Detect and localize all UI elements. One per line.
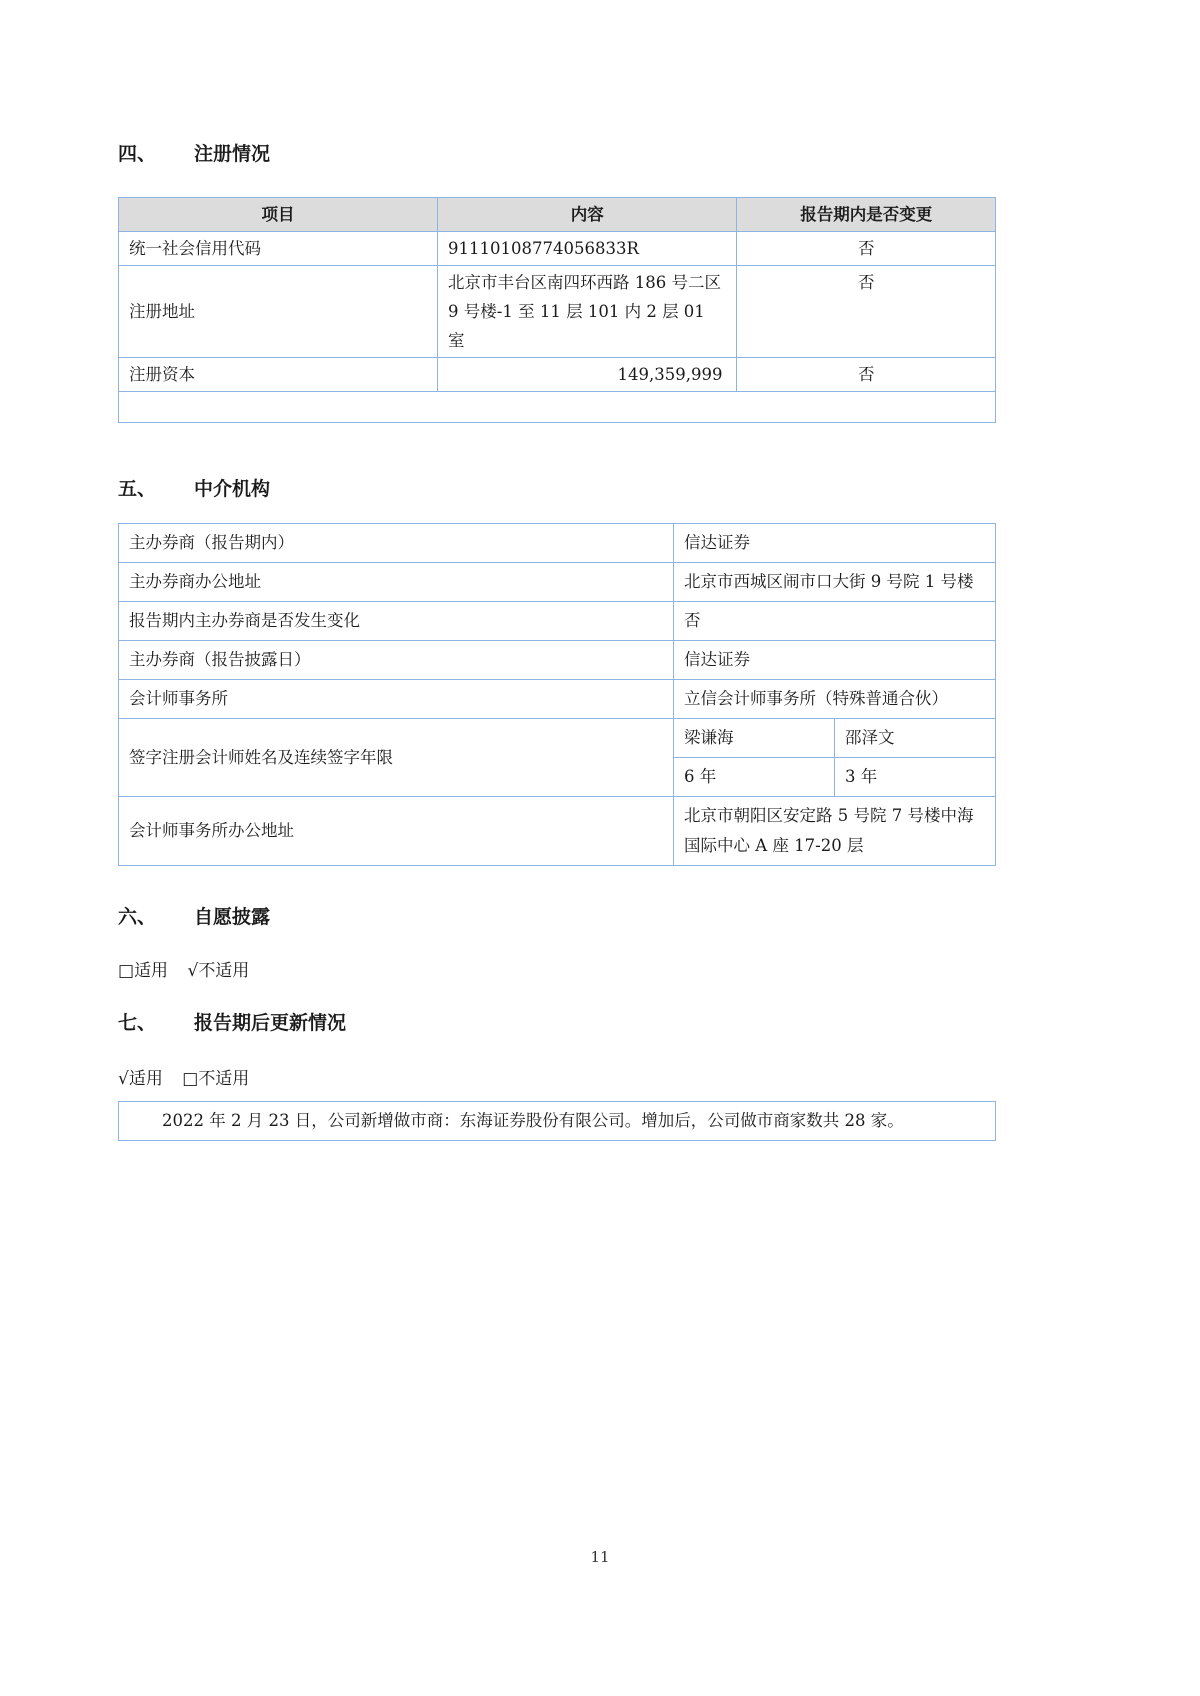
table-row: [119, 232, 996, 266]
sponsor-broker-label: 主办券商（报告期内）: [119, 524, 674, 563]
checkbox-unchecked-icon: □: [118, 961, 135, 981]
table-row: [119, 602, 996, 641]
empty-row-cell: [119, 392, 996, 423]
section-6-title: 自愿披露: [194, 906, 271, 928]
not-applicable-option: [187, 961, 249, 981]
credit-code-value: 91110108774056833R: [438, 232, 737, 266]
section-7-title: 报告期后更新情况: [194, 1012, 347, 1034]
accountant-years-1: 6 年: [673, 758, 834, 797]
accounting-firm-value: 立信会计师事务所（特殊普通合伙）: [673, 680, 995, 719]
broker-change-label: 报告期内主办券商是否发生变化: [119, 602, 674, 641]
section-7-number: 七、: [118, 1012, 157, 1034]
broker-address-label: 主办券商办公地址: [119, 563, 674, 602]
registered-capital-label: 注册资本: [119, 358, 438, 392]
registration-header-row: [119, 198, 996, 232]
registered-address-changed: 否: [737, 266, 996, 358]
section-6-heading: [118, 904, 996, 931]
applicable-option: [118, 1069, 163, 1089]
broker-disclosure-label: 主办券商（报告披露日）: [119, 641, 674, 680]
not-applicable-label: 不适用: [198, 961, 250, 981]
table-row: [119, 266, 996, 358]
not-applicable-option: [182, 1069, 249, 1089]
header-changed: 报告期内是否变更: [737, 198, 996, 232]
firm-office-address-value: 北京市朝阳区安定路 5 号院 7 号楼中海国际中心 A 座 17-20 层: [673, 797, 995, 866]
section-4-heading: [118, 141, 996, 168]
section-5-heading: [118, 476, 996, 503]
post-period-update-note: 2022 年 2 月 23 日，公司新增做市商：东海证券股份有限公司。增加后，公司做市商家数共 28 家。: [118, 1101, 996, 1141]
header-item: 项目: [119, 198, 438, 232]
table-row: [119, 563, 996, 602]
document-page: [118, 0, 996, 1141]
firm-office-address-label: 会计师事务所办公地址: [119, 797, 674, 866]
section-7-heading: [118, 1010, 996, 1037]
table-row: [119, 358, 996, 392]
applicable-option: [118, 961, 168, 981]
accounting-firm-label: 会计师事务所: [119, 680, 674, 719]
section-4-number: 四、: [118, 143, 157, 165]
table-row: [119, 797, 996, 866]
section-4-title: 注册情况: [194, 143, 271, 165]
table-row: [119, 524, 996, 563]
header-content: 内容: [438, 198, 737, 232]
section-7-applicability: [118, 1067, 996, 1091]
checkmark-icon: √: [187, 961, 199, 981]
registered-capital-changed: 否: [737, 358, 996, 392]
sponsor-broker-value: 信达证券: [673, 524, 995, 563]
broker-address-value: 北京市西城区闹市口大街 9 号院 1 号楼: [673, 563, 995, 602]
checkmark-icon: √: [118, 1069, 129, 1089]
section-5-title: 中介机构: [194, 478, 271, 500]
registration-table: [118, 197, 996, 423]
page-number: 11: [590, 1548, 610, 1566]
broker-change-value: 否: [673, 602, 995, 641]
section-6-number: 六、: [118, 906, 157, 928]
applicable-label: 适用: [134, 961, 169, 981]
accountant-years-2: 3 年: [834, 758, 995, 797]
registered-address-value: 北京市丰台区南四环西路 186 号二区 9 号楼-1 至 11 层 101 内 2 层 01 室: [438, 266, 737, 358]
credit-code-label: 统一社会信用代码: [119, 232, 438, 266]
intermediary-table: [118, 523, 996, 866]
applicable-label: 适用: [128, 1069, 163, 1089]
table-row: [119, 719, 996, 758]
checkbox-unchecked-icon: □: [182, 1069, 199, 1089]
signing-accountants-label: 签字注册会计师姓名及连续签字年限: [119, 719, 674, 797]
table-row: [119, 680, 996, 719]
section-6-applicability: [118, 959, 996, 983]
broker-disclosure-value: 信达证券: [673, 641, 995, 680]
section-5-number: 五、: [118, 478, 157, 500]
accountant-name-2: 邵泽文: [834, 719, 995, 758]
table-row: [119, 641, 996, 680]
registered-capital-value: 149,359,999: [438, 358, 737, 392]
accountant-name-1: 梁谦海: [673, 719, 834, 758]
not-applicable-label: 不适用: [198, 1069, 250, 1089]
table-row-empty: [119, 392, 996, 423]
registered-address-label: 注册地址: [119, 266, 438, 358]
credit-code-changed: 否: [737, 232, 996, 266]
